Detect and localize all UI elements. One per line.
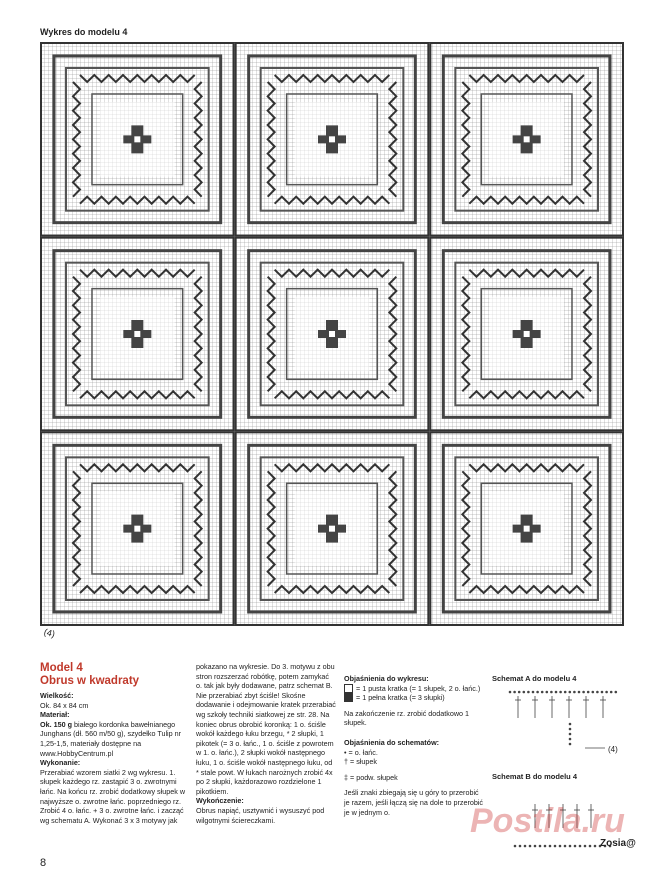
material-text: białego kordonka bawełnianego Junghans (dł. 560 m/50 g), szydełko Tulip nr 1,25-1,5, materiały dostępne na www.HobbyCentrum.pl xyxy=(40,719,182,758)
model-column-1 xyxy=(40,662,190,825)
model-number: Model 4 xyxy=(40,662,83,674)
material-amount: Ok. 150 g xyxy=(40,719,72,729)
ddc-text: = podw. słupek xyxy=(350,772,398,782)
legend-column xyxy=(344,674,486,817)
finish-label: Wykończenie: xyxy=(196,796,244,806)
size-value: Ok. 84 x 84 cm xyxy=(40,700,89,710)
dc-text: = słupek xyxy=(350,757,377,767)
empty-box-text: = 1 pusta kratka (= 1 słupek, 2 o. łańc.) xyxy=(356,683,481,693)
chart-note: (4) xyxy=(42,626,57,640)
legend-chart-note: Na zakończenie rz. zrobić dodatkowo 1 słupek. xyxy=(344,708,470,728)
model-name: Obrus w kwadraty xyxy=(40,675,140,687)
legend-chart-title: Objaśnienia do wykresu: xyxy=(344,674,429,683)
finish-text: Obrus napiąć, usztywnić i wysuszyć pod wilgotnymi ściereczkami. xyxy=(196,805,325,825)
work-text-part2: pokazano na wykresie. Do 3. motywu z obu stron rozszerzać robótkę, potem zamykać o. tak jak były dodawane, patrz schemat B. Nie przerabiać zbyt ściśle! Skośne dodawanie i odejmowanie kratek przerabiać wg szkoły techniki siatkowej ze str. 28. Na koniec obrus obrobić koronką: 1 o. ściśle wokół każdego łuku brzegu, * 2 słupki, 1 pikotek (= 3 o. łańc., 1 o. ściśle z powrotem w 1. o. łańc.), 2 słupki wokół następnego łuku, 1 o. ściśle wokół następnego łuku, od * stale powt. W łukach narożnych zrobić 4x po 2 słupki, każdorazowo rozdzielone 1 pikotkiem. xyxy=(196,662,336,796)
crochet-chart xyxy=(40,42,624,626)
full-box-icon xyxy=(344,693,353,702)
schema-a-title: Schemat A do modelu 4 xyxy=(492,674,577,683)
empty-box-icon xyxy=(344,684,353,693)
full-box-text: = 1 pełna kratka (= 3 słupki) xyxy=(356,693,445,703)
chain-text: = o. łańc. xyxy=(348,747,378,757)
schema-a-diagram xyxy=(500,686,630,756)
brand-logo: Zosia@ xyxy=(600,838,636,849)
model-column-2 xyxy=(196,662,336,825)
page-number: 8 xyxy=(40,857,47,869)
chain-symbol-icon: • xyxy=(344,747,347,757)
schema-a-label: (4) xyxy=(608,745,618,754)
work-label: Wykonanie: xyxy=(40,758,81,768)
legend-schema-note: Jeśli znaki zbiegają się u góry to przerobić je razem, jeśli łączą się na dole to przerobić je w jednym o. xyxy=(344,788,484,817)
legend-schema-title: Objaśnienia do schematów: xyxy=(344,737,440,747)
schema-b-title: Schemat B do modelu 4 xyxy=(492,772,578,781)
ddc-symbol-icon: ‡ xyxy=(344,772,348,782)
chart-title: Wykres do modelu 4 xyxy=(40,27,128,37)
material-label: Materiał: xyxy=(40,710,70,720)
dc-symbol-icon: † xyxy=(344,757,348,767)
watermark: Postila.ru xyxy=(470,802,625,840)
work-text-part1: Przerabiać wzorem siatki 2 wg wykresu. 1. słupek każdego rz. zastąpić 3 o. zwrotnymi łańc. Na końcu rz. zrobić dodatkowy słupek w najwyższe o. zwrotne łańc. poprzedniego rz. Zrobić 4 o. łańc. + 3 o. zwrotne łańc. i zacząć wg schematu A. Wykonać 3 x 3 motywy jak xyxy=(40,767,186,825)
size-label: Wielkość: xyxy=(40,691,74,700)
